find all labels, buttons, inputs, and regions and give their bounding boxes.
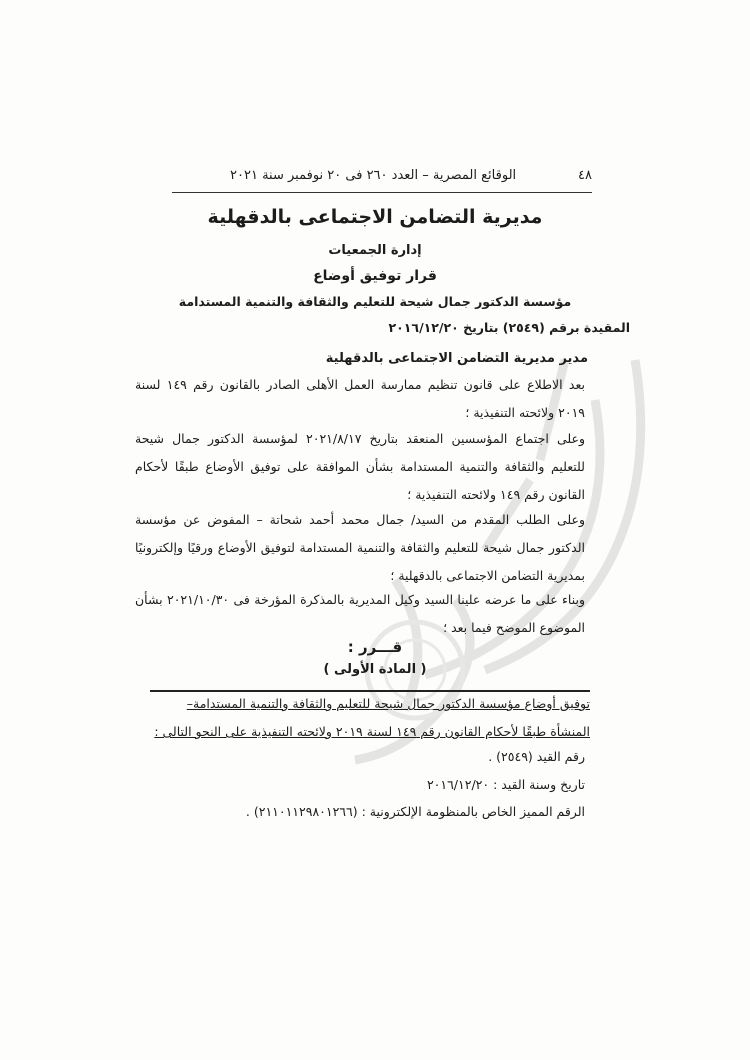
registration-date: تاريخ وسنة القيد : ٢٠١٦/١٢/٢٠ xyxy=(426,777,585,792)
decision-title: قرار توفيق أوضاع xyxy=(313,268,437,284)
paragraph-1: بعد الاطلاع على قانون تنظيم ممارسة العمل الأهلى الصادر بالقانون رقم ١٤٩ لسنة ٢٠١٩ ولائحته التنفيذية ؛ xyxy=(135,377,585,420)
paragraph-4: وبناء على ما عرضه علينا السيد وكيل المديرية بالمذكرة المؤرخة فى ٢٠٢١/١٠/٣٠ بشأن الموضوع الموضح فيما بعد ؛ xyxy=(135,592,586,635)
department-name: إدارة الجمعيات xyxy=(328,243,422,258)
article-text-line-2: المنشأة طبقًا لأحكام القانون رقم ١٤٩ لسنة ٢٠١٩ ولائحته التنفيذية على النحو التالى : xyxy=(154,724,590,739)
paragraph-2: وعلى اجتماع المؤسسين المنعقد بتاريخ ٢٠٢١/٨/١٧ لمؤسسة الدكتور جمال شيحة للتعليم والثقافة والتنمية المستدامة بشأن الموافقة على توفيق الأوضاع طبقًا لأحكام القانون رقم ١٤٩ ولائحته التنفيذية ؛ xyxy=(135,431,585,502)
directorate-title: مديرية التضامن الاجتماعى بالدقهلية xyxy=(207,206,543,228)
electronic-unique-id: الرقم المميز الخاص بالمنظومة الإلكترونية : (٢١١٠١١٢٩٨٠١٢٦٦) . xyxy=(245,804,585,819)
header-rule xyxy=(172,192,592,193)
article-title: ( المادة الأولى ) xyxy=(323,662,427,677)
page-header xyxy=(160,168,592,188)
registration-line: المقيدة برقم (٢٥٤٩) بتاريخ ٢٠١٦/١٢/٢٠ xyxy=(388,320,630,335)
paragraph-3: وعلى الطلب المقدم من السيد/ جمال محمد أحمد شحاتة – المفوض عن مؤسسة الدكتور جمال شيحة للتعليم والثقافة والتنمية المستدامة لتوفيق الأوضاع ورقيًا وإلكترونيًا بمديرية التضامن الاجتماعى بالدقهلية ؛ xyxy=(135,512,585,583)
issuer-line: مدير مديرية التضامن الاجتماعى بالدقهلية xyxy=(325,351,588,366)
publication-info: الوقائع المصرية – العدد ٢٦٠ فى ٢٠ نوفمبر سنة ٢٠٢١ xyxy=(230,168,517,183)
page-number: ٤٨ xyxy=(578,168,592,183)
article-text-line-1: توفيق أوضاع مؤسسة الدكتور جمال شيحة للتعليم والثقافة والتنمية المستدامة– xyxy=(186,696,590,711)
registration-number: رقم القيد (٢٥٤٩) . xyxy=(488,749,585,764)
decided-heading: قـــرر : xyxy=(347,638,403,656)
foundation-name: مؤسسة الدكتور جمال شيحة للتعليم والثقافة والتنمية المستدامة xyxy=(178,294,572,309)
